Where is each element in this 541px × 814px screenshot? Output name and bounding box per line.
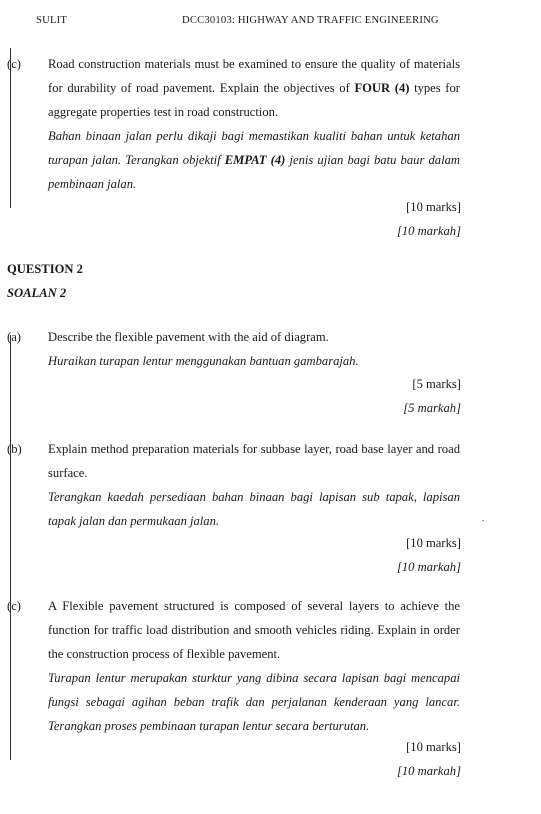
marks [403,372,461,420]
question-label: (a) [7,330,21,344]
marks-english: [5 marks] [412,377,461,391]
question-title-english: QUESTION 2 [7,262,83,276]
margin-line [10,335,11,760]
question-text-english: Explain method preparation materials for subbase layer, road base layer and road surface. [48,442,460,480]
question-label: (b) [7,442,22,456]
marks-english: [10 marks] [406,536,461,550]
question-2-heading [7,257,83,305]
scan-mark [482,520,484,521]
question-label: (c) [7,599,21,613]
question-text-english: A Flexible pavement structured is composed of several layers to achieve the function for traffic load distribution and smooth vehicles riding. Explain in order the construction process of flexible pavement. [48,599,460,661]
question-text-malay: Turapan lentur merupakan sturktur yang dibina secara lapisan bagi mencapai fungsi sebagai agihan beban trafik dan perjalanan kenderaan yang lancar. Terangkan proses pembinaan turapan lentur secara berturutan. [48,671,460,733]
question-title-malay: SOALAN 2 [7,286,67,300]
marks-english: [10 marks] [406,740,461,754]
marks-malay: [10 markah] [396,764,461,778]
header-classification: SULIT [36,15,68,26]
header-course-title: DCC30103: HIGHWAY AND TRAFFIC ENGINEERING [182,15,439,26]
marks [397,735,461,783]
marks-english: [10 marks] [406,200,461,214]
question-text-malay: Terangkan kaedah persediaan bahan binaan bagi lapisan sub tapak, lapisan tapak jalan dan permukaan jalan. [48,490,460,528]
marks-malay: [10 markah] [396,560,461,574]
question-label: (c) [7,57,21,71]
marks [397,195,461,243]
question-text-malay: Huraikan turapan lentur menggunakan bantuan gambarajah. [48,354,359,368]
question-text-english: Road construction materials must be examined to ensure the quality of materials for durability of road pavement. Explain the objectives of FOUR (4) types for aggregate properties test in road construction. [48,57,460,119]
marks-malay: [10 markah] [396,224,461,238]
question-text-english: Describe the flexible pavement with the aid of diagram. [48,330,329,344]
question-text-malay: Bahan binaan jalan perlu dikaji bagi memastikan kualiti bahan untuk ketahan turapan jalan. Terangkan objektif EMPAT (4) jenis ujian bagi batu baur dalam pembinaan jalan. [48,129,460,191]
marks [397,531,461,579]
marks-malay: [5 markah] [403,401,461,415]
